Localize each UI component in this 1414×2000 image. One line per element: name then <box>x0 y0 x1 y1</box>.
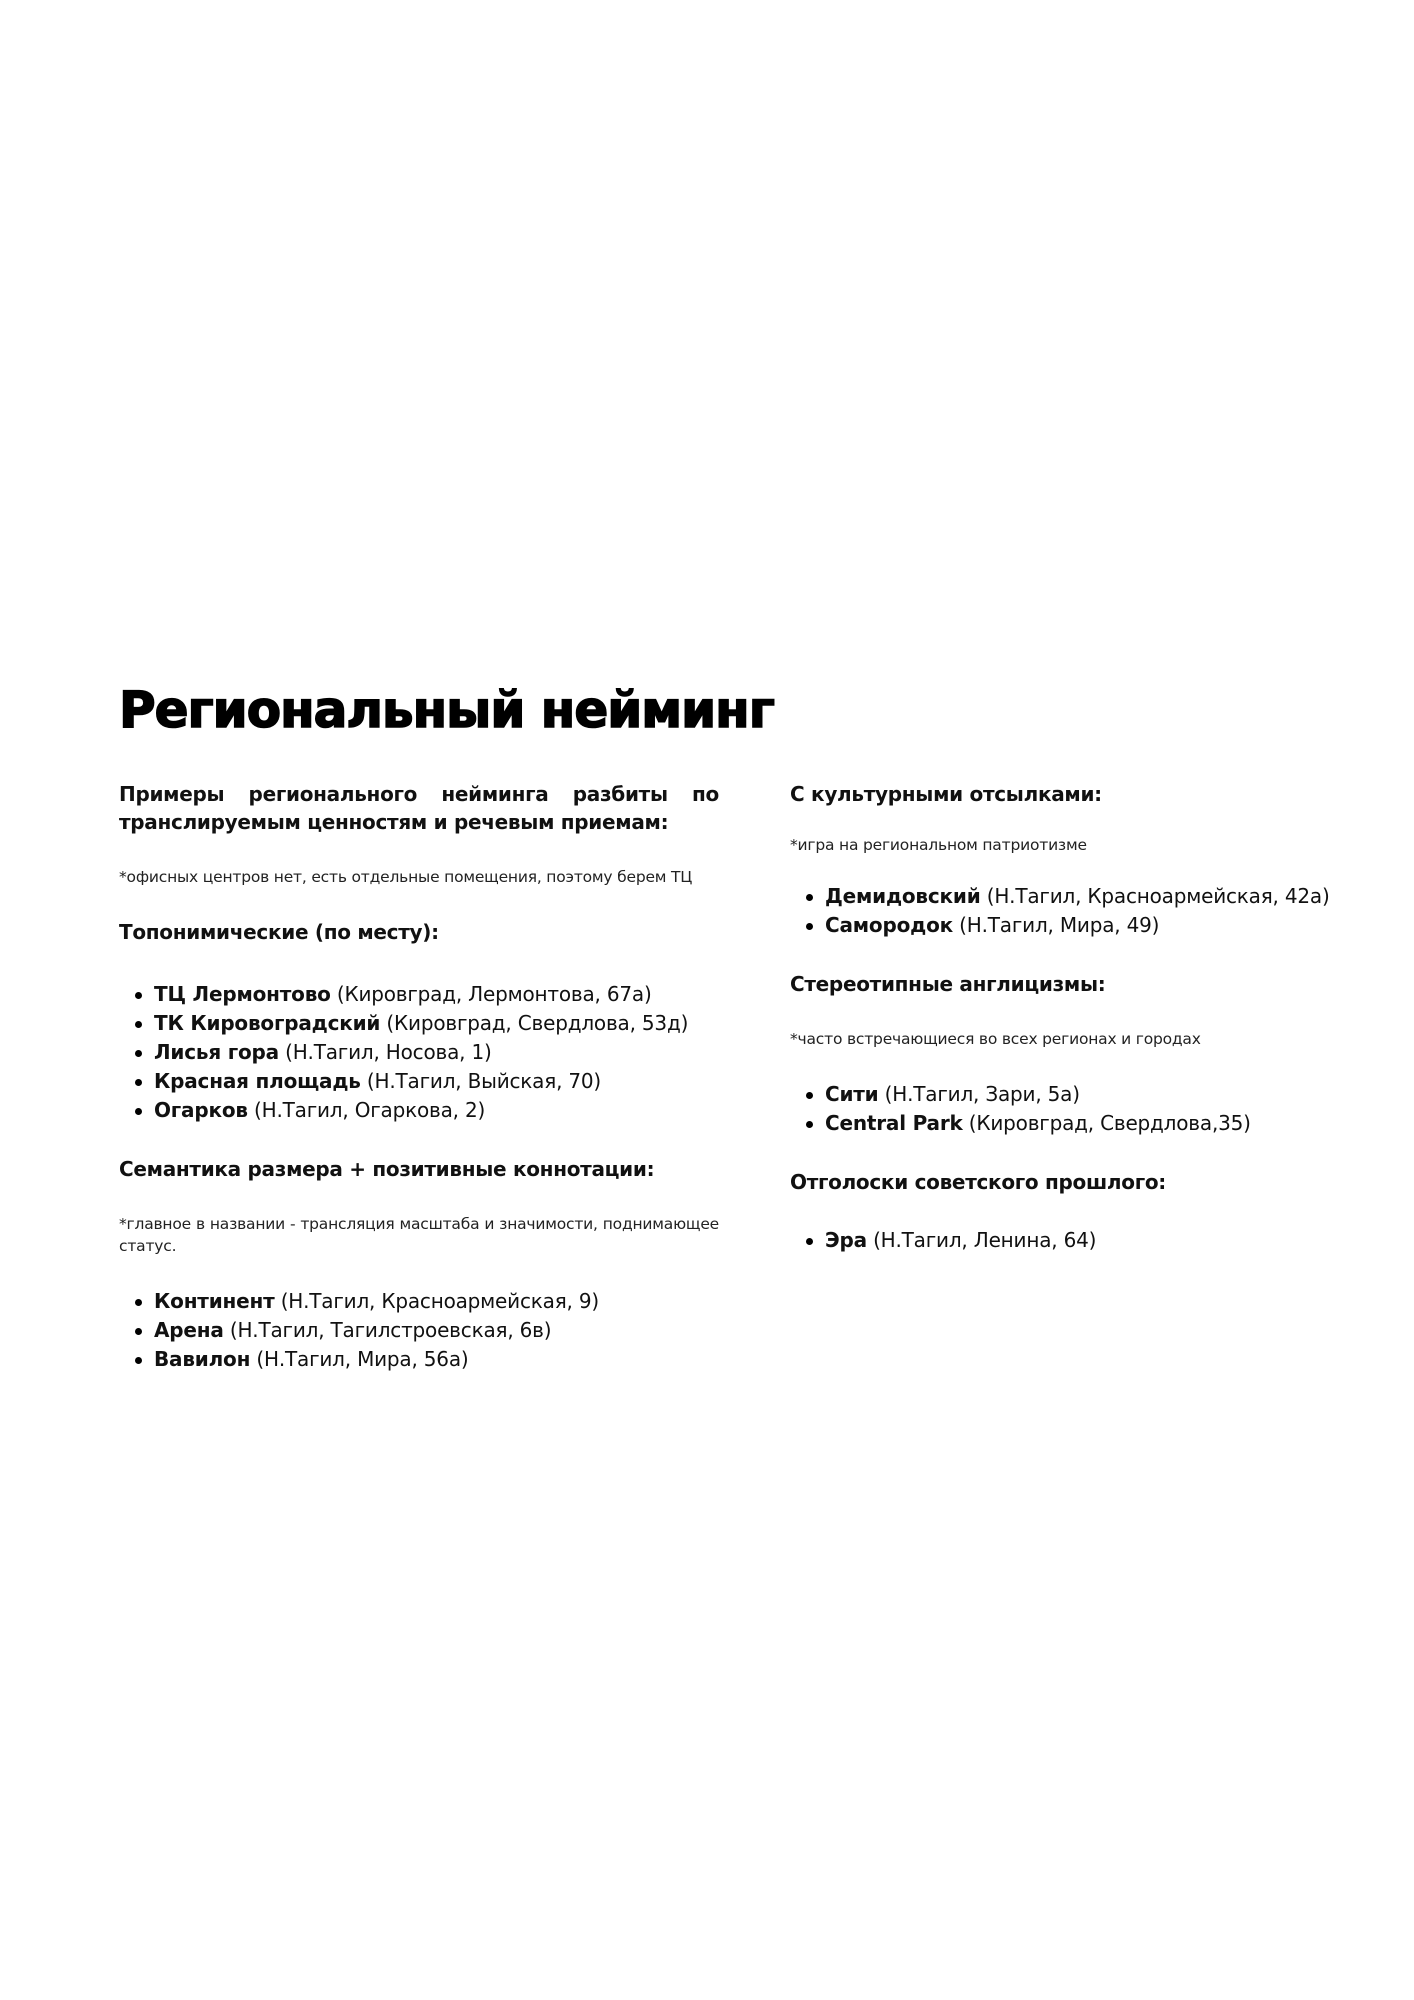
cultural-note: *игра на региональном патриотизме <box>790 836 1087 854</box>
place-address: (Н.Тагил, Выйская, 70) <box>366 1069 602 1093</box>
place-address: (Н.Тагил, Мира, 56а) <box>256 1347 469 1371</box>
intro-note: *офисных центров нет, есть отдельные помещения, поэтому берем ТЦ <box>119 868 693 886</box>
bullet-icon <box>806 1092 813 1099</box>
list-item <box>154 1038 719 1067</box>
place-address: (Н.Тагил, Носова, 1) <box>285 1040 492 1064</box>
place-name: ТК Кировоградский <box>154 1011 381 1035</box>
soviet-list <box>790 1226 1350 1255</box>
list-item <box>154 1345 719 1374</box>
anglicisms-list <box>790 1080 1350 1138</box>
size-semantics-heading: Семантика размера + позитивные коннотации: <box>119 1157 655 1181</box>
place-address: (Н.Тагил, Ленина, 64) <box>873 1228 1097 1252</box>
toponymic-heading: Топонимические (по месту): <box>119 920 439 944</box>
size-semantics-list <box>119 1287 719 1374</box>
place-name: Самородок <box>825 913 953 937</box>
list-item <box>825 882 1350 911</box>
bullet-icon <box>806 894 813 901</box>
intro-paragraph: Примеры регионального нейминга разбиты по транслируемым ценностям и речевым приемам: <box>119 782 719 834</box>
list-item <box>825 911 1350 940</box>
cultural-list <box>790 882 1350 940</box>
list-item <box>825 1226 1350 1255</box>
list-item <box>825 1109 1350 1138</box>
bullet-icon <box>135 1079 142 1086</box>
place-address: (Кировград, Свердлова, 53д) <box>386 1011 689 1035</box>
place-name: Лисья гора <box>154 1040 279 1064</box>
place-name: Central Park <box>825 1111 963 1135</box>
place-name: Вавилон <box>154 1347 251 1371</box>
place-name: Красная площадь <box>154 1069 361 1093</box>
toponymic-list <box>119 980 719 1125</box>
place-address: (Кировград, Свердлова,35) <box>968 1111 1251 1135</box>
place-name: Эра <box>825 1228 867 1252</box>
bullet-icon <box>135 992 142 999</box>
cultural-heading: С культурными отсылками: <box>790 782 1102 806</box>
bullet-icon <box>135 1050 142 1057</box>
left-column <box>119 780 719 1374</box>
bullet-icon <box>135 1328 142 1335</box>
list-item <box>154 1096 719 1125</box>
bullet-icon <box>806 1238 813 1245</box>
anglicisms-note: *часто встречающиеся во всех регионах и городах <box>790 1030 1201 1048</box>
bullet-icon <box>135 1299 142 1306</box>
list-item <box>154 1287 719 1316</box>
bullet-icon <box>135 1357 142 1364</box>
place-address: (Н.Тагил, Красноармейская, 9) <box>280 1289 599 1313</box>
place-name: Континент <box>154 1289 275 1313</box>
list-item <box>154 980 719 1009</box>
bullet-icon <box>135 1021 142 1028</box>
place-address: (Н.Тагил, Тагилстроевская, 6в) <box>229 1318 552 1342</box>
bullet-icon <box>806 1121 813 1128</box>
list-item <box>825 1080 1350 1109</box>
place-name: Демидовский <box>825 884 981 908</box>
place-address: (Н.Тагил, Огаркова, 2) <box>254 1098 486 1122</box>
place-name: ТЦ Лермонтово <box>154 982 331 1006</box>
right-column <box>790 780 1350 1255</box>
list-item <box>154 1316 719 1345</box>
anglicisms-heading: Стереотипные англицизмы: <box>790 972 1106 996</box>
place-address: (Кировград, Лермонтова, 67а) <box>336 982 652 1006</box>
bullet-icon <box>135 1108 142 1115</box>
place-name: Арена <box>154 1318 224 1342</box>
place-address: (Н.Тагил, Зари, 5а) <box>884 1082 1080 1106</box>
place-name: Сити <box>825 1082 879 1106</box>
list-item <box>154 1067 719 1096</box>
page-title: Региональный нейминг <box>119 681 774 739</box>
place-name: Огарков <box>154 1098 248 1122</box>
place-address: (Н.Тагил, Красноармейская, 42а) <box>986 884 1330 908</box>
place-address: (Н.Тагил, Мира, 49) <box>959 913 1160 937</box>
bullet-icon <box>806 923 813 930</box>
size-semantics-note: *главное в названии - трансляция масштаба и значимости, поднимающее статус. <box>119 1215 719 1255</box>
soviet-heading: Отголоски советского прошлого: <box>790 1170 1167 1194</box>
list-item <box>154 1009 719 1038</box>
